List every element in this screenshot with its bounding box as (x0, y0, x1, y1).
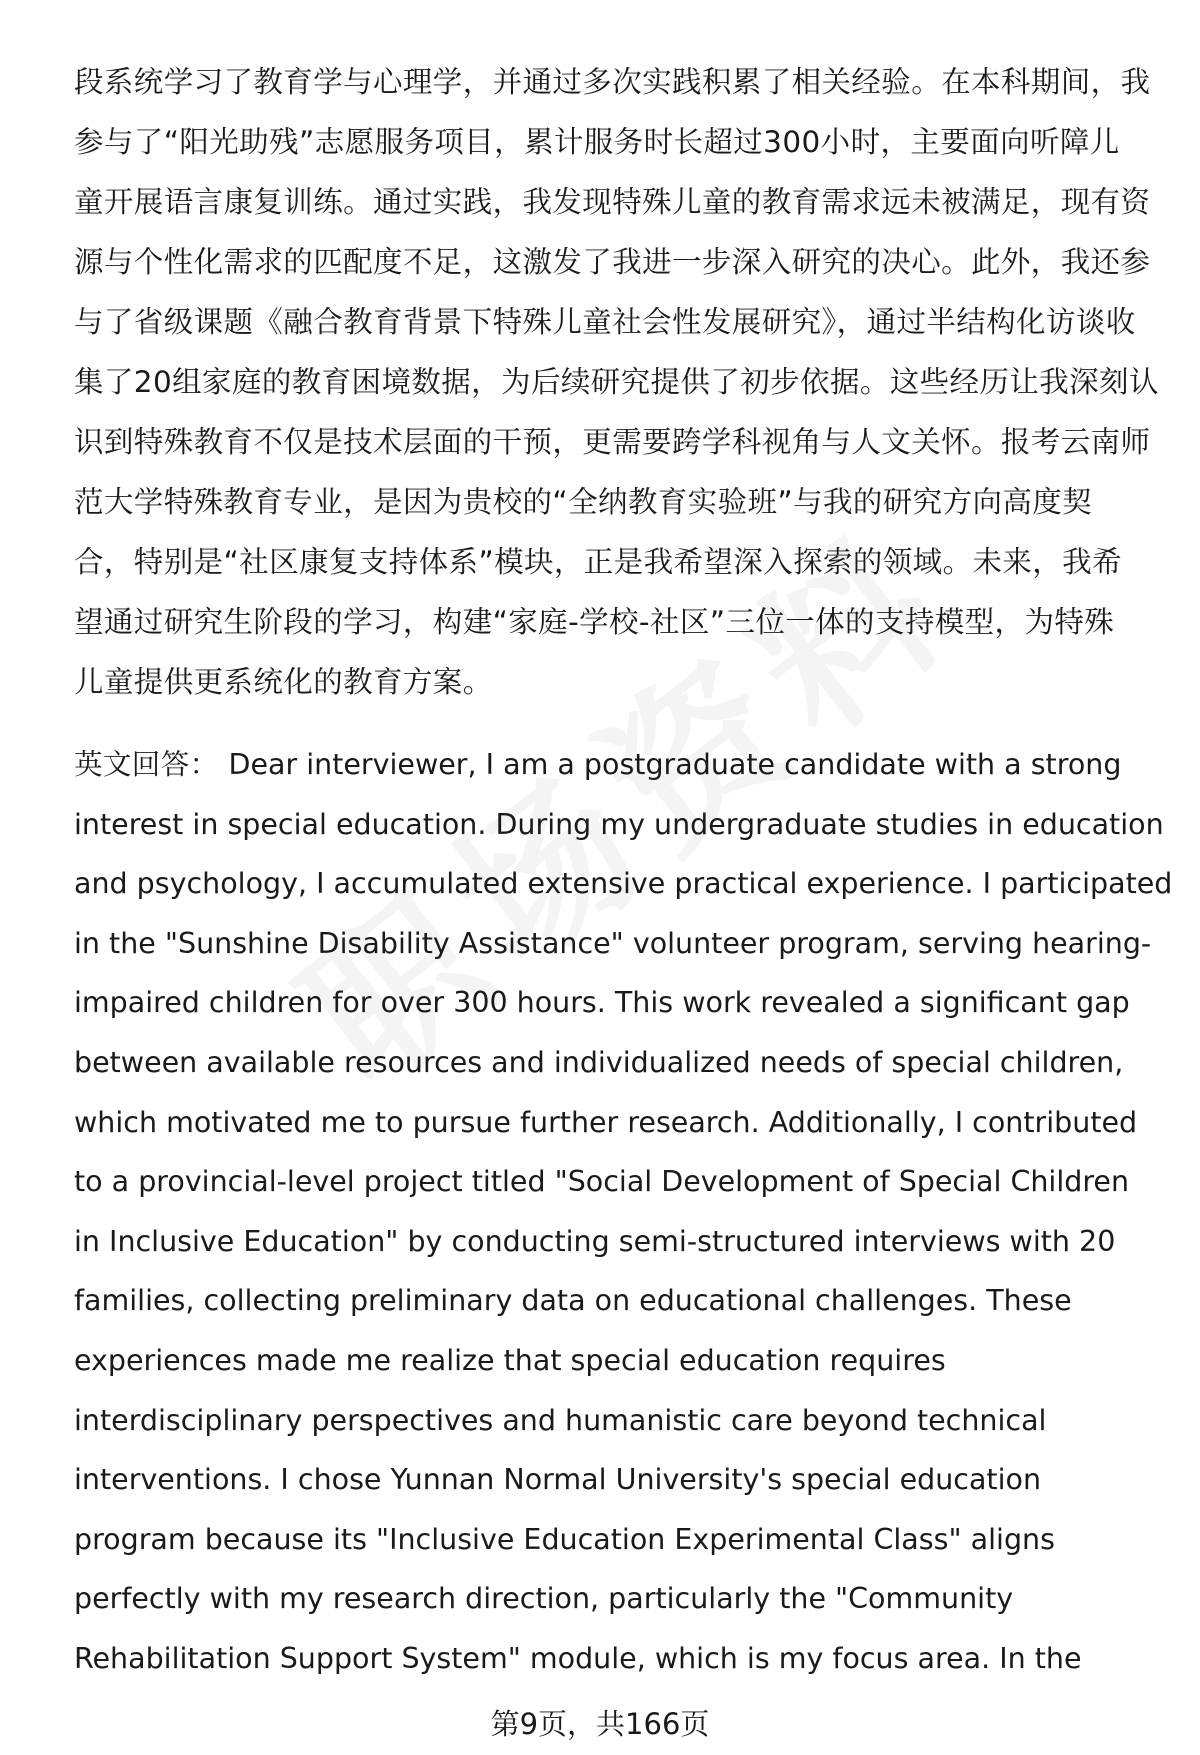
text-line: 段系统学习了教育学与心理学，并通过多次实践积累了相关经验。在本科期间，我 (74, 65, 1151, 99)
text-line: 识到特殊教育不仅是技术层面的干预，更需要跨学科视角与人文关怀。报考云南师 (74, 425, 1151, 459)
text-line: families, collecting preliminary data on educational challenges. These (74, 1284, 1072, 1318)
text-line: to a provincial-level project titled "Social Development of Special Children (74, 1165, 1130, 1199)
text-line: 范大学特殊教育专业，是因为贵校的“全纳教育实验班”与我的研究方向高度契 (74, 485, 1093, 519)
text-line: 参与了“阳光助残”志愿服务项目，累计服务时长超过300小时，主要面向听障儿 (74, 125, 1120, 159)
text-line: and psychology, I accumulated extensive practical experience. I participated (74, 867, 1173, 901)
text-line: 儿童提供更系统化的教育方案。 (74, 665, 493, 699)
english-answer-label: 英文回答： (74, 748, 219, 781)
text-line: program because its "Inclusive Education Experimental Class" aligns (74, 1522, 1055, 1556)
text-line: which motivated me to pursue further research. Additionally, I contributed (74, 1105, 1138, 1139)
text-line: 童开展语言康复训练。通过实践，我发现特殊儿童的教育需求远未被满足，现有资 (74, 185, 1151, 219)
english-answer-first-line: Dear interviewer, I am a postgraduate candidate with a strong (228, 748, 1122, 781)
text-line: 集了20组家庭的教育困境数据，为后续研究提供了初步依据。这些经历让我深刻认 (74, 365, 1159, 399)
text-line: perfectly with my research direction, particularly the "Community (74, 1582, 1014, 1616)
text-line: between available resources and individualized needs of special children, (74, 1045, 1124, 1079)
text-line: in Inclusive Education" by conducting semi-structured interviews with 20 (74, 1224, 1116, 1258)
english-answer-paragraph (74, 735, 1173, 1689)
text-line: interdisciplinary perspectives and humanistic care beyond technical (74, 1403, 1047, 1437)
text-line: 合，特别是“社区康复支持体系”模块，正是我希望深入探索的领域。未来，我希 (74, 545, 1122, 579)
text-line: experiences made me realize that special education requires (74, 1343, 946, 1377)
text-line: in the "Sunshine Disability Assistance" volunteer program, serving hearing- (74, 926, 1152, 960)
text-line: interest in special education. During my undergraduate studies in education (74, 807, 1164, 841)
text-line (74, 735, 1164, 795)
text-line: Rehabilitation Support System" module, which is my focus area. In the (74, 1641, 1082, 1675)
text-line: 源与个性化需求的匹配度不足，这激发了我进一步深入研究的决心。此外，我还参 (74, 245, 1151, 279)
text-line: 望通过研究生阶段的学习，构建“家庭-学校-社区”三位一体的支持模型，为特殊 (74, 605, 1115, 639)
text-line: impaired children for over 300 hours. This work revealed a significant gap (74, 986, 1130, 1020)
chinese-answer-paragraph (74, 52, 1159, 712)
text-line: 与了省级课题《融合教育背景下特殊儿童社会性发展研究》，通过半结构化访谈收 (74, 305, 1136, 339)
page-number: 第9页，共166页 (490, 1707, 710, 1741)
text-line: interventions. I chose Yunnan Normal University's special education (74, 1463, 1042, 1497)
